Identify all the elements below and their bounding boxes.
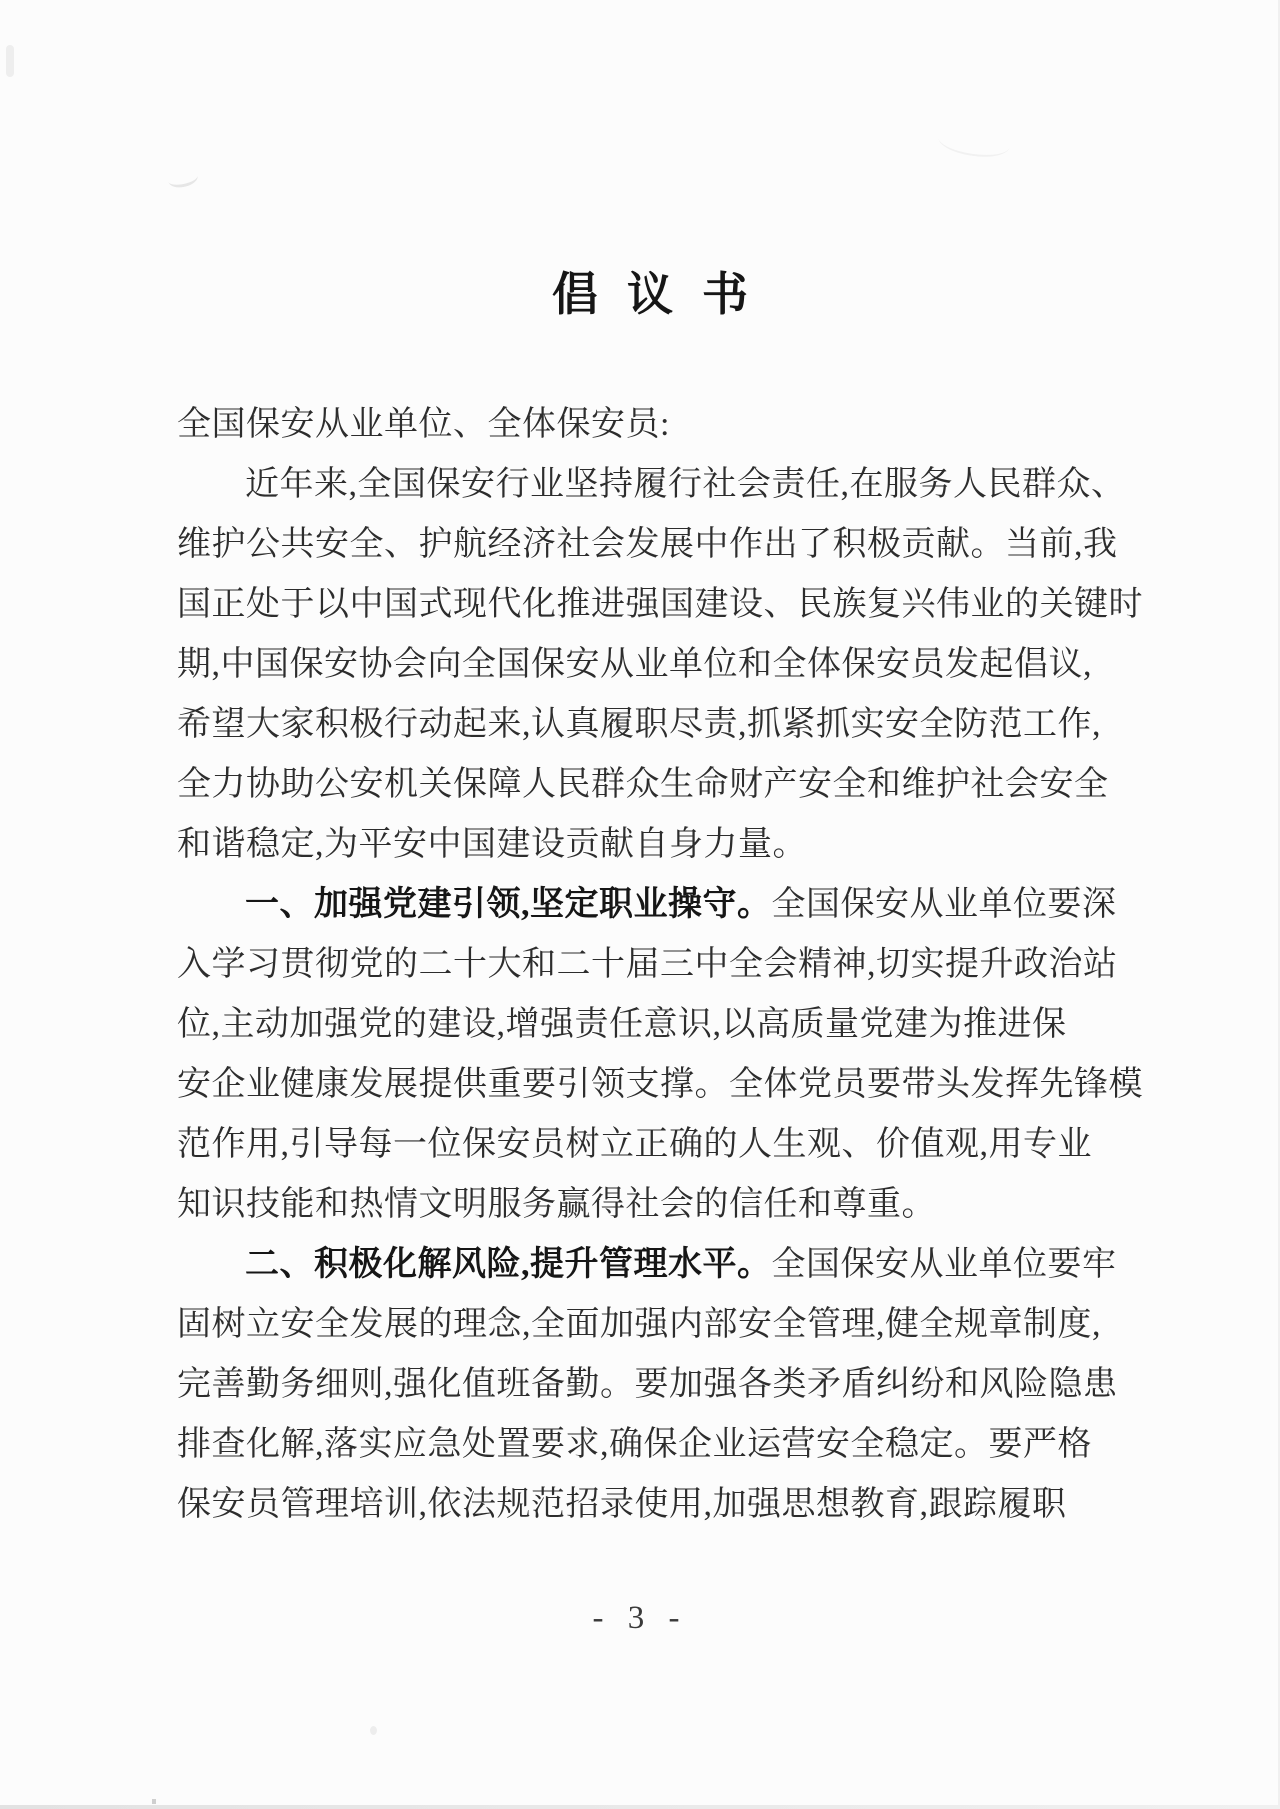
- body-line: 安企业健康发展提供重要引领支撑。全体党员要带头发挥先锋模: [177, 1066, 1143, 1103]
- body-line: 固树立安全发展的理念,全面加强内部安全管理,健全规章制度,: [177, 1306, 1101, 1343]
- body-line: 近年来,全国保安行业坚持履行社会责任,在服务人民群众、: [245, 466, 1126, 503]
- section-1-opening-line: [177, 875, 1177, 935]
- body-line: 完善勤务细则,强化值班备勤。要加强各类矛盾纠纷和风险隐患: [177, 1366, 1118, 1403]
- section-2-heading: 二、积极化解风险,提升管理水平。: [245, 1246, 772, 1283]
- body-line: 全力协助公安机关保障人民群众生命财产安全和维护社会安全: [177, 766, 1109, 803]
- scan-artifact: [936, 123, 1011, 161]
- body-line: 维护公共安全、护航经济社会发展中作出了积极贡献。当前,我: [177, 526, 1118, 563]
- body-line: 位,主动加强党的建设,增强责任意识,以高质量党建为推进保: [177, 1006, 1067, 1043]
- scan-artifact: [167, 167, 200, 190]
- body-line: 期,中国保安协会向全国保安从业单位和全体保安员发起倡议,: [177, 646, 1092, 683]
- body-line: 国正处于以中国式现代化推进强国建设、民族复兴伟业的关键时: [177, 586, 1143, 623]
- body-text: 全国保安从业单位要牢: [771, 1246, 1117, 1283]
- page-title: 倡 议 书: [552, 269, 750, 320]
- scan-artifact: [370, 1726, 377, 1735]
- body-line: 范作用,引导每一位保安员树立正确的人生观、价值观,用专业: [177, 1126, 1092, 1163]
- scan-artifact: [152, 1799, 156, 1804]
- body-line: 入学习贯彻党的二十大和二十届三中全会精神,切实提升政治站: [177, 946, 1118, 983]
- page-number: - 3 -: [592, 1600, 688, 1636]
- body-text: 全国保安从业单位要深: [771, 886, 1117, 923]
- body-line: 保安员管理培训,依法规范招录使用,加强思想教育,跟踪履职: [177, 1486, 1067, 1523]
- scan-artifact: [6, 45, 14, 77]
- scan-edge: [0, 1805, 1280, 1809]
- section-2-opening-line: [177, 1235, 1177, 1295]
- document-body: [177, 395, 1177, 1535]
- body-line: 知识技能和热情文明服务赢得社会的信任和尊重。: [177, 1186, 936, 1223]
- salutation: 全国保安从业单位、全体保安员:: [177, 406, 670, 443]
- body-line: 希望大家积极行动起来,认真履职尽责,抓紧抓实安全防范工作,: [177, 706, 1101, 743]
- section-1-heading: 一、加强党建引领,坚定职业操守。: [245, 886, 772, 923]
- body-line: 和谐稳定,为平安中国建设贡献自身力量。: [177, 826, 807, 863]
- body-line: 排查化解,落实应急处置要求,确保企业运营安全稳定。要严格: [177, 1426, 1092, 1463]
